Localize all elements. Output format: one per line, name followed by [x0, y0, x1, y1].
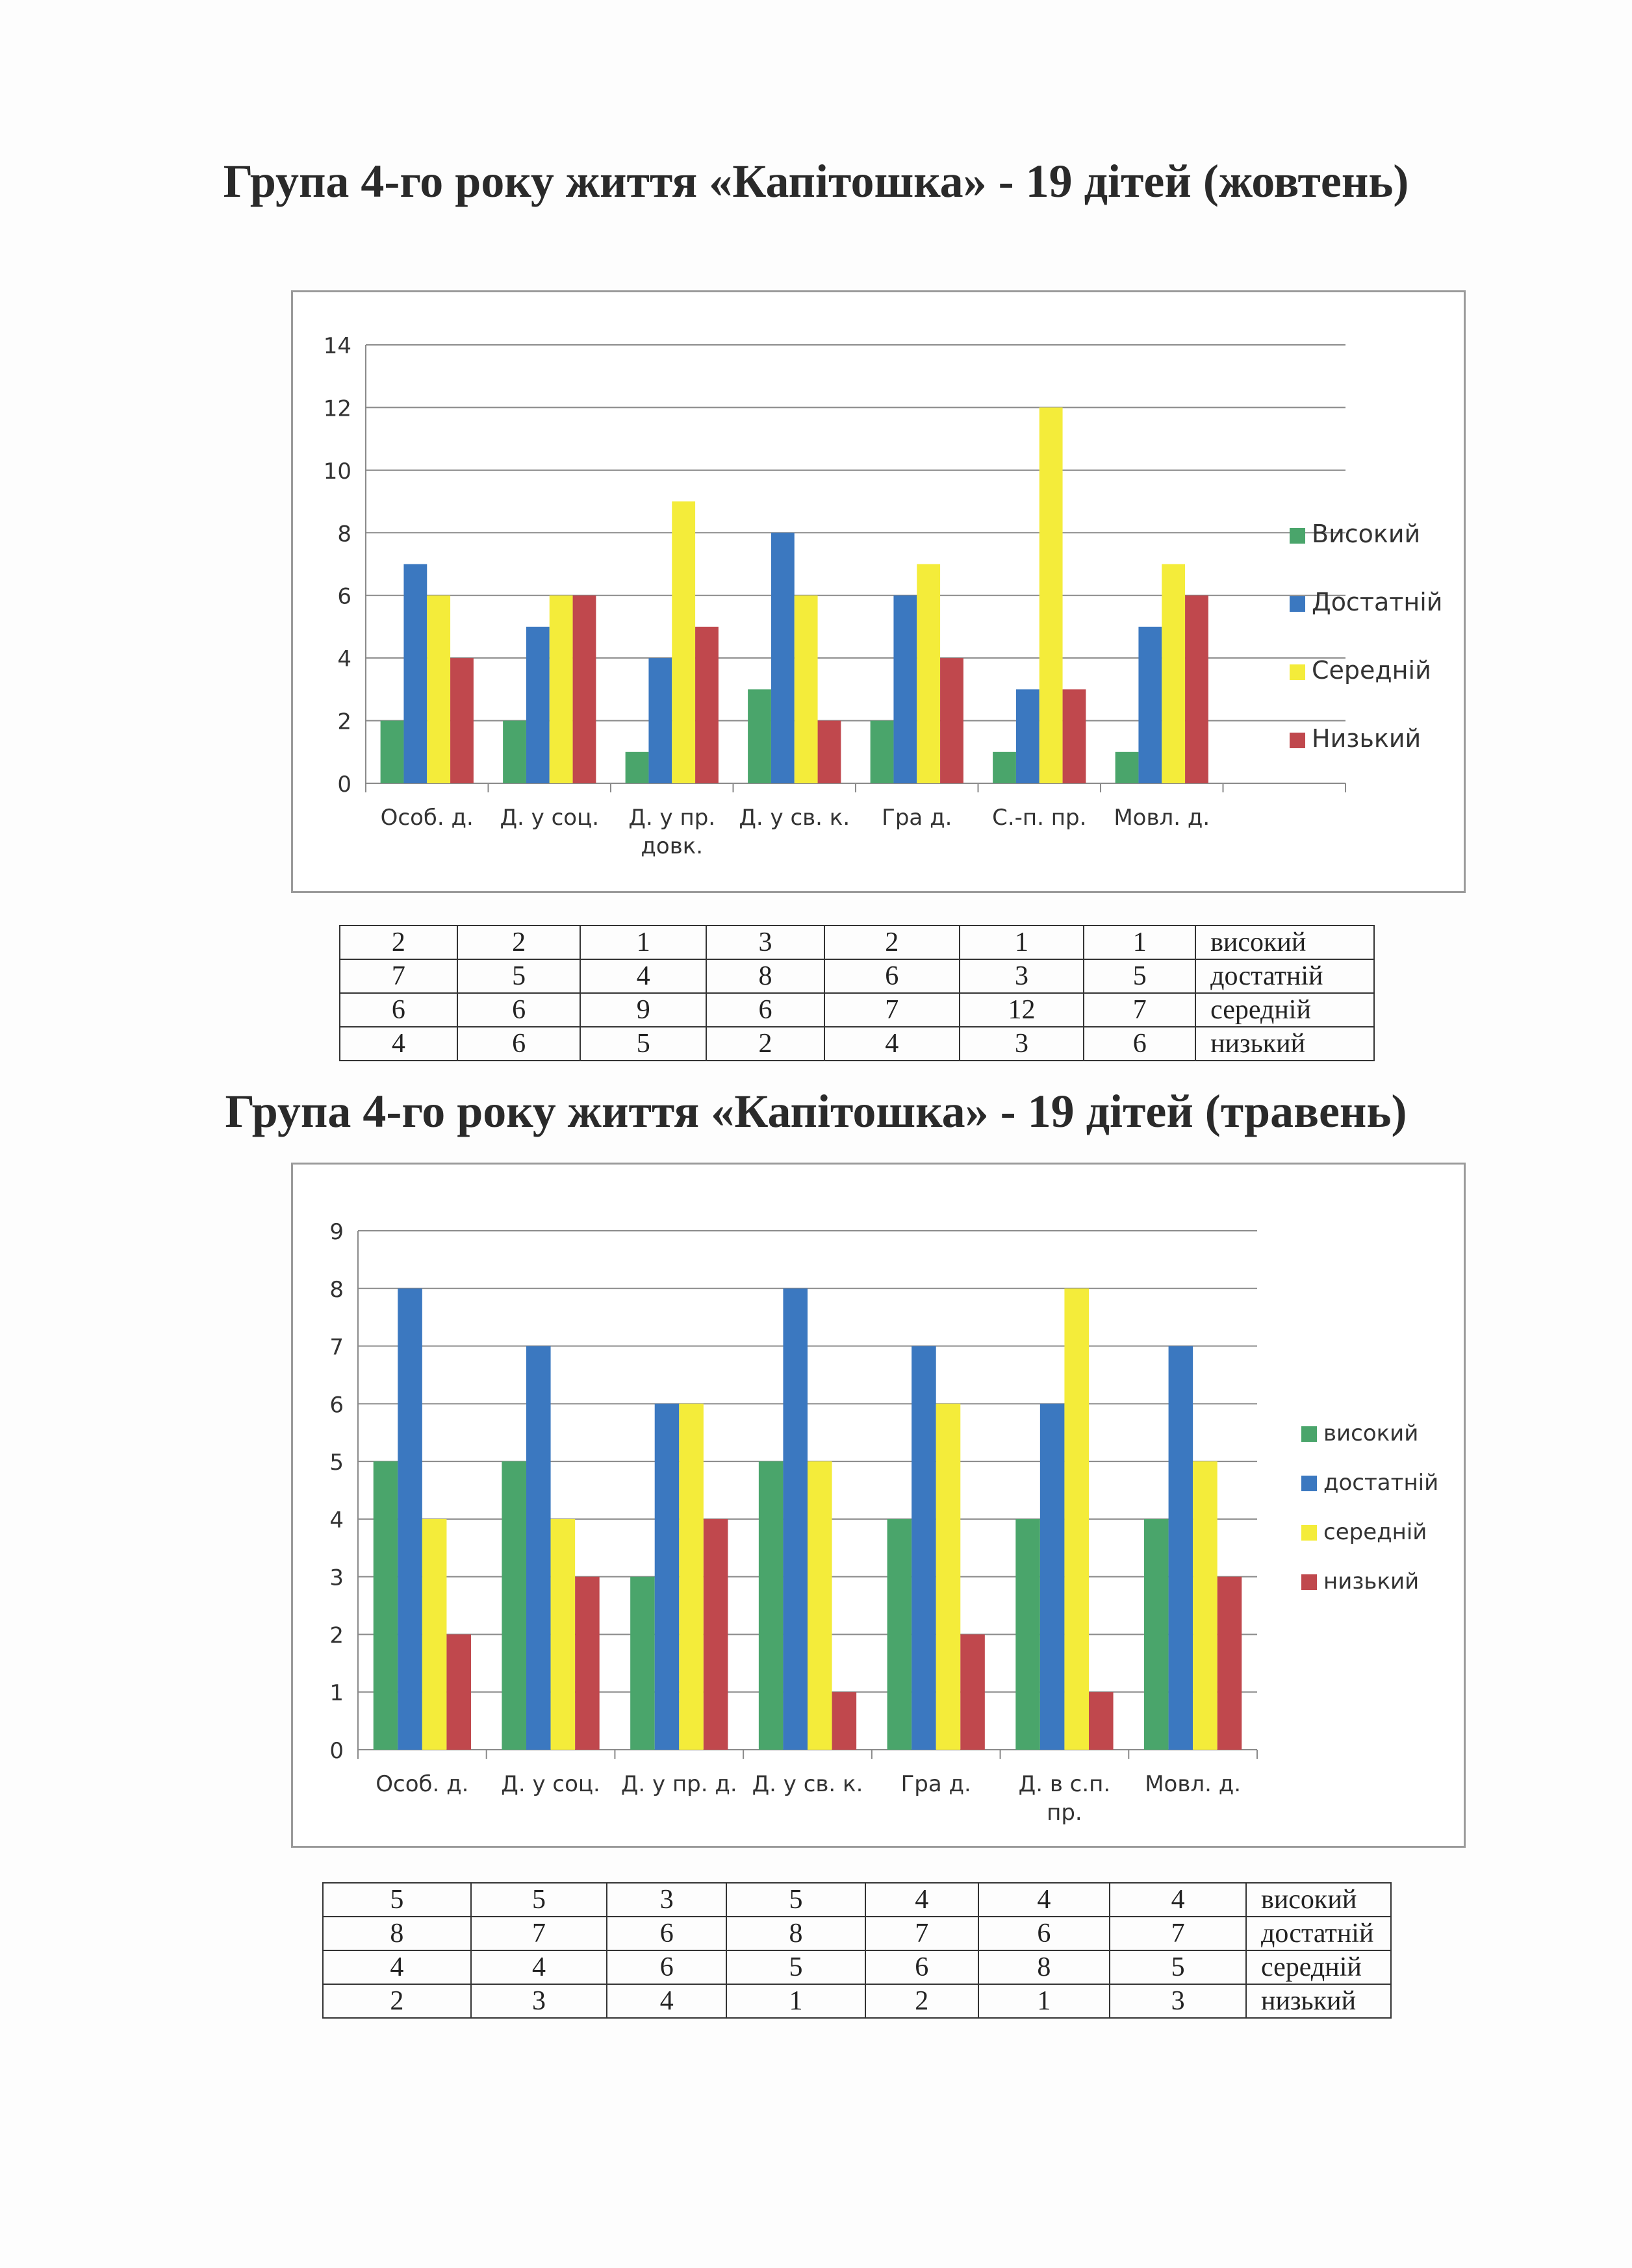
- chart2-bar-достатній-3: [783, 1289, 808, 1750]
- chart1-table-cell: 6: [457, 1027, 581, 1061]
- chart1-table-cell: 9: [580, 993, 706, 1027]
- chart1-bar-Низький-4: [940, 658, 963, 783]
- chart1-table-cell: 6: [824, 959, 960, 993]
- chart1-table-cell: 2: [340, 926, 457, 959]
- chart2-table-cell: 4: [865, 1883, 978, 1917]
- chart2-bar-низький-5: [1089, 1692, 1114, 1750]
- chart1-category-label: Д. у соц.: [500, 805, 600, 831]
- chart1-ytick-label: 0: [337, 772, 351, 798]
- chart2-table-cell: 2: [865, 1984, 978, 2018]
- chart2-table-row-label: високий: [1246, 1883, 1391, 1917]
- chart1-bar-Високий-0: [381, 721, 404, 783]
- chart2-table-cell: 4: [1110, 1883, 1246, 1917]
- chart2-ytick-label: 3: [329, 1565, 344, 1591]
- chart1-table-cell: 3: [706, 926, 824, 959]
- chart1-bar-Середній-5: [1039, 407, 1063, 783]
- chart1-table-cell: 5: [457, 959, 581, 993]
- chart2-table-cell: 4: [323, 1950, 471, 1984]
- chart2-category-label: Мовл. д.: [1145, 1771, 1242, 1797]
- chart2-ytick-label: 0: [329, 1738, 344, 1764]
- chart2-table-cell: 8: [726, 1917, 865, 1950]
- chart1-table-row-label: низький: [1195, 1027, 1374, 1061]
- chart1-table-cell: 1: [580, 926, 706, 959]
- chart1-bar-Високий-2: [626, 752, 649, 783]
- chart2-bar-низький-2: [704, 1519, 728, 1750]
- chart1-table-cell: 1: [960, 926, 1084, 959]
- chart2-bar-середній-4: [936, 1404, 961, 1750]
- chart1-table-cell: 7: [1084, 993, 1195, 1027]
- chart2-table-cell: 3: [607, 1883, 726, 1917]
- chart2-title: Група 4-го року життя «Капітошка» - 19 дітей (травень): [225, 1085, 1407, 1137]
- chart1-legend-swatch: [1290, 528, 1305, 544]
- chart1-bar-Низький-6: [1185, 596, 1208, 783]
- chart2-frame: [291, 1163, 1466, 1848]
- chart2-legend-label: низький: [1323, 1569, 1420, 1594]
- chart2-category-label: Д. у пр. д.: [620, 1771, 737, 1797]
- chart1-bar-Середній-4: [917, 564, 940, 784]
- chart2-legend-label: середній: [1323, 1519, 1427, 1545]
- chart2-table-cell: 5: [471, 1883, 607, 1917]
- chart2-plot: [293, 1165, 1464, 1846]
- chart2-bar-достатній-5: [1040, 1404, 1065, 1750]
- chart1-title: Група 4-го року життя «Капітошка» - 19 дітей (жовтень): [223, 155, 1409, 207]
- chart2-bar-високий-3: [759, 1461, 784, 1750]
- chart2-legend-swatch: [1301, 1525, 1317, 1541]
- chart1-table-cell: 6: [340, 993, 457, 1027]
- chart1-bar-Високий-4: [871, 721, 894, 783]
- chart2-ytick-label: 1: [329, 1680, 344, 1707]
- chart2-bar-високий-6: [1144, 1519, 1169, 1750]
- chart2-table-cell: 6: [978, 1917, 1110, 1950]
- chart1-table-cell: 6: [1084, 1027, 1195, 1061]
- chart1-bar-Середній-1: [550, 596, 573, 783]
- chart2-table-cell: 7: [471, 1917, 607, 1950]
- chart1-bar-Низький-5: [1063, 689, 1086, 783]
- chart1-category-label: Гра д.: [882, 805, 952, 831]
- chart1-bar-Достатній-0: [403, 564, 427, 784]
- chart2-bar-середній-2: [679, 1404, 704, 1750]
- chart1-legend-swatch: [1290, 596, 1305, 612]
- chart1-bar-Низький-0: [450, 658, 474, 783]
- chart2-bar-достатній-0: [398, 1289, 422, 1750]
- chart1-ytick-label: 14: [323, 333, 351, 359]
- chart1-ytick-label: 12: [323, 396, 351, 422]
- chart1-bar-Низький-3: [818, 721, 841, 783]
- chart2-data-table: [322, 1882, 1392, 2019]
- chart1-table-cell: 7: [824, 993, 960, 1027]
- chart2-table-cell: 4: [607, 1984, 726, 2018]
- chart2-bar-достатній-6: [1169, 1346, 1193, 1750]
- chart2-table-cell: 3: [471, 1984, 607, 2018]
- chart2-table-cell: 5: [726, 1883, 865, 1917]
- chart1-legend-label: Достатній: [1312, 588, 1443, 616]
- chart2-bar-низький-6: [1218, 1577, 1242, 1750]
- chart1-bar-Високий-6: [1116, 752, 1139, 783]
- chart2-bar-високий-0: [374, 1461, 398, 1750]
- chart2-table-cell: 6: [865, 1950, 978, 1984]
- chart2-table-row: [323, 1883, 1391, 1917]
- chart1-table-cell: 5: [1084, 959, 1195, 993]
- chart1-table-cell: 7: [340, 959, 457, 993]
- chart2-bar-високий-5: [1015, 1519, 1040, 1750]
- chart1-table-row: [340, 926, 1374, 959]
- chart2-ytick-label: 7: [329, 1334, 344, 1361]
- chart1-table-row: [340, 1027, 1374, 1061]
- chart2-bar-середній-3: [808, 1461, 832, 1750]
- chart2-table-row: [323, 1917, 1391, 1950]
- chart1-table-cell: 2: [706, 1027, 824, 1061]
- chart1-category-label: С.-п. пр.: [992, 805, 1087, 831]
- chart2-table-cell: 2: [323, 1984, 471, 2018]
- chart2-ytick-label: 2: [329, 1622, 344, 1649]
- chart1-table-cell: 3: [960, 959, 1084, 993]
- chart1-bar-Достатній-1: [526, 627, 550, 783]
- chart2-table-cell: 1: [726, 1984, 865, 2018]
- chart1-legend-swatch: [1290, 664, 1305, 680]
- chart2-table-cell: 8: [978, 1950, 1110, 1984]
- chart1-bar-Достатній-6: [1138, 627, 1162, 783]
- chart1-legend-label: Середній: [1312, 656, 1431, 685]
- chart1-table-row: [340, 959, 1374, 993]
- chart2-category-label: Гра д.: [900, 1771, 971, 1797]
- chart2-bar-середній-5: [1064, 1289, 1089, 1750]
- chart2-category-label: Д. у соц.: [501, 1771, 600, 1797]
- chart1-plot: [293, 292, 1464, 891]
- chart2-category-label: Особ. д.: [376, 1771, 469, 1797]
- chart2-table-cell: 7: [1110, 1917, 1246, 1950]
- chart2-ytick-label: 9: [329, 1219, 344, 1245]
- chart1-table-cell: 4: [340, 1027, 457, 1061]
- chart2-bar-середній-0: [422, 1519, 447, 1750]
- chart2-legend-label: високий: [1323, 1420, 1419, 1446]
- chart2-bar-достатній-2: [655, 1404, 680, 1750]
- chart1-table-cell: 2: [824, 926, 960, 959]
- chart1-legend-swatch: [1290, 733, 1305, 748]
- chart1-legend-label: Низький: [1312, 724, 1422, 753]
- chart2-bar-середній-6: [1193, 1461, 1218, 1750]
- chart1-bar-Достатній-3: [771, 533, 795, 783]
- chart2-category-label: Д. в с.п. пр.: [1018, 1771, 1111, 1826]
- chart2-bar-низький-0: [446, 1634, 471, 1750]
- chart1-ytick-label: 8: [337, 521, 351, 548]
- chart2-bar-низький-4: [960, 1634, 985, 1750]
- chart1-table-cell: 12: [960, 993, 1084, 1027]
- chart2-table-cell: 7: [865, 1917, 978, 1950]
- chart1-category-label: Д. у пр. довк.: [628, 805, 716, 859]
- chart2-table-cell: 5: [1110, 1950, 1246, 1984]
- chart2-table-cell: 5: [323, 1883, 471, 1917]
- chart2-table-row-label: низький: [1246, 1984, 1391, 2018]
- chart2-legend-swatch: [1301, 1476, 1317, 1491]
- chart2-table-row-label: достатній: [1246, 1917, 1391, 1950]
- chart2-table-cell: 1: [978, 1984, 1110, 2018]
- chart1-bar-Низький-1: [573, 596, 596, 783]
- chart2-table-row: [323, 1950, 1391, 1984]
- chart2-bar-низький-3: [832, 1692, 857, 1750]
- chart1-bar-Середній-3: [795, 596, 818, 783]
- chart2-ytick-label: 4: [329, 1507, 344, 1533]
- chart1-bar-Середній-6: [1162, 564, 1185, 784]
- chart1-bar-Високий-3: [748, 689, 771, 783]
- chart1-table-cell: 8: [706, 959, 824, 993]
- chart2-table-cell: 6: [607, 1950, 726, 1984]
- chart1-table-row-label: середній: [1195, 993, 1374, 1027]
- chart2-ytick-label: 5: [329, 1450, 344, 1476]
- chart1-ytick-label: 10: [323, 458, 351, 485]
- chart1-table-cell: 5: [580, 1027, 706, 1061]
- chart1-bar-Високий-1: [503, 721, 526, 783]
- chart1-bar-Високий-5: [993, 752, 1016, 783]
- chart2-bar-достатній-1: [526, 1346, 551, 1750]
- chart1-table-cell: 6: [457, 993, 581, 1027]
- chart2-bar-достатній-4: [912, 1346, 936, 1750]
- chart1-bar-Достатній-5: [1016, 689, 1039, 783]
- chart1-table-row-label: високий: [1195, 926, 1374, 959]
- chart2-category-label: Д. у св. к.: [752, 1771, 863, 1797]
- chart1-bar-Низький-2: [695, 627, 719, 783]
- chart1-table-cell: 6: [706, 993, 824, 1027]
- chart2-table-cell: 4: [978, 1883, 1110, 1917]
- chart2-bar-середній-1: [551, 1519, 576, 1750]
- chart2-table-cell: 4: [471, 1950, 607, 1984]
- chart2-bar-високий-4: [887, 1519, 912, 1750]
- chart1-table-row-label: достатній: [1195, 959, 1374, 993]
- chart2-table-cell: 3: [1110, 1984, 1246, 2018]
- chart1-bar-Достатній-2: [648, 658, 672, 783]
- chart1-ytick-label: 4: [337, 646, 351, 673]
- chart2-table-row-label: середній: [1246, 1950, 1391, 1984]
- chart1-table-cell: 4: [824, 1027, 960, 1061]
- chart2-ytick-label: 8: [329, 1276, 344, 1303]
- chart1-legend-label: Високий: [1312, 520, 1421, 548]
- chart1-category-label: Д. у св. к.: [739, 805, 850, 831]
- chart1-table-cell: 1: [1084, 926, 1195, 959]
- chart1-bar-Середній-0: [427, 596, 450, 783]
- chart2-table-row: [323, 1984, 1391, 2018]
- chart1-table-row: [340, 993, 1374, 1027]
- chart1-ytick-label: 6: [337, 583, 351, 610]
- chart1-frame: [291, 290, 1466, 893]
- chart1-bar-Достатній-4: [893, 596, 917, 783]
- chart2-table-cell: 6: [607, 1917, 726, 1950]
- chart2-table-cell: 8: [323, 1917, 471, 1950]
- chart1-bar-Середній-2: [672, 501, 695, 783]
- chart2-legend-swatch: [1301, 1574, 1317, 1590]
- chart2-table-cell: 5: [726, 1950, 865, 1984]
- chart1-table-cell: 2: [457, 926, 581, 959]
- chart1-table-cell: 3: [960, 1027, 1084, 1061]
- chart1-ytick-label: 2: [337, 709, 351, 735]
- chart1-category-label: Мовл. д.: [1114, 805, 1210, 831]
- chart1-table-cell: 4: [580, 959, 706, 993]
- chart2-bar-високий-2: [630, 1577, 655, 1750]
- chart1-category-label: Особ. д.: [380, 805, 474, 831]
- chart2-bar-низький-1: [575, 1577, 600, 1750]
- chart2-legend-label: достатній: [1323, 1470, 1439, 1496]
- chart2-bar-високий-1: [502, 1461, 526, 1750]
- chart1-data-table: [339, 925, 1375, 1061]
- chart2-ytick-label: 6: [329, 1392, 344, 1418]
- chart2-legend-swatch: [1301, 1426, 1317, 1442]
